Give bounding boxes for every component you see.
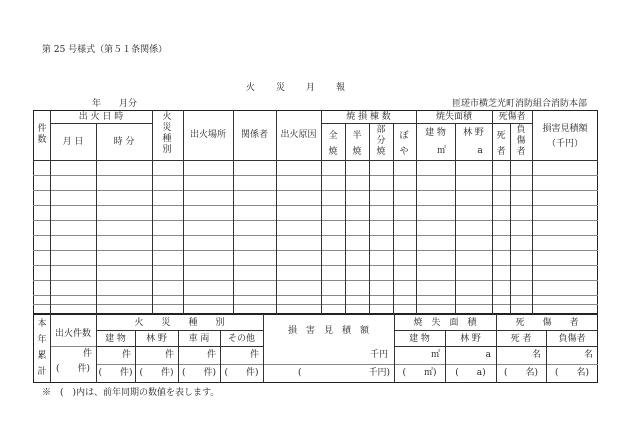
- col-line: [416, 110, 417, 314]
- header-location: 出火場所: [189, 130, 226, 140]
- header-deaths: 死者: [496, 131, 506, 157]
- header-full-burn: 全焼: [328, 131, 338, 157]
- cumulative-line: [96, 364, 598, 365]
- table-row-line: [33, 220, 598, 221]
- cumulative-area-building-unit: ㎡: [430, 350, 440, 360]
- cumulative-fire-count-unit: 件: [82, 349, 92, 359]
- cumulative-injured-unit: 名: [583, 350, 593, 360]
- monthly-subheader-line-right: [321, 123, 532, 124]
- header-damage-unit: （千円）: [546, 139, 583, 149]
- table-row-line: [33, 295, 598, 296]
- cumulative-row-label: 本年累計: [37, 319, 47, 377]
- col-line: [276, 110, 277, 314]
- report-period: 年 月分: [92, 99, 138, 109]
- fire-type-other-prev: ( 件): [224, 368, 259, 378]
- fire-type-forest-prev: ( 件): [139, 368, 174, 378]
- cumulative-area-building-prev: ( ㎡): [402, 368, 437, 378]
- fire-type-vehicle-unit: 件: [206, 350, 216, 360]
- col-line: [321, 110, 322, 314]
- form-number: 第 25 号様式（第５１条関係）: [42, 45, 168, 55]
- table-row-line: [33, 304, 598, 305]
- header-small-burn: ぼや: [399, 131, 409, 157]
- monthly-header-bottom: [33, 160, 598, 161]
- fire-type-building-unit: 件: [121, 350, 131, 360]
- header-damage-estimate: 損害見積額: [542, 124, 588, 134]
- header-area-forest-unit: a: [477, 146, 483, 156]
- fire-type-other: その他: [227, 334, 255, 344]
- header-burned-area: 焼失面積: [435, 112, 472, 122]
- col-line: [345, 123, 346, 314]
- header-area-forest: 林 野: [463, 128, 484, 138]
- report-title: 火 災 月 報: [246, 83, 347, 93]
- cumulative-damage-prev-close: 千円): [368, 368, 390, 378]
- header-count: 件数: [37, 124, 47, 145]
- header-burned-buildings: 焼 損 棟 数: [346, 112, 391, 122]
- header-related-person: 関係者: [240, 130, 268, 140]
- header-area-building-unit: ㎡: [436, 146, 446, 156]
- fire-type-vehicle-prev: ( 件): [181, 368, 217, 378]
- fire-type-other-unit: 件: [249, 350, 259, 360]
- cumulative-deaths: 死 者: [510, 334, 532, 344]
- header-outbreak-datetime: 出 火 日 時: [78, 112, 124, 122]
- cumulative-line: [50, 346, 96, 347]
- cumulative-casualty-header: 死 傷 者: [515, 318, 579, 328]
- header-half-burn: 半焼: [352, 131, 362, 157]
- organization-name: 匝瑳市横芝光町消防組合消防本部: [452, 99, 588, 109]
- header-partial-burn: 部分焼: [376, 125, 386, 157]
- header-casualties: 死傷者: [498, 112, 526, 122]
- cumulative-fire-count-label: 出火件数: [54, 329, 91, 339]
- cumulative-area-forest-prev: ( a): [455, 368, 486, 378]
- cumulative-damage-prev-open: (: [298, 368, 302, 378]
- col-line: [152, 110, 153, 314]
- cumulative-line: [96, 330, 263, 331]
- header-month-day: 月 日: [62, 137, 84, 147]
- cumulative-fire-type-header: 火 災 種 別: [134, 318, 225, 328]
- col-line: [369, 123, 370, 314]
- col-line: [393, 123, 394, 314]
- table-row-line: [33, 205, 598, 206]
- table-row-line: [33, 235, 598, 236]
- table-row-line: [33, 175, 598, 176]
- cumulative-area-forest: 林 野: [460, 334, 481, 344]
- cumulative-fire-count-prev: ( 件): [55, 364, 91, 374]
- fire-type-vehicle: 車 両: [188, 334, 210, 344]
- fire-type-forest-unit: 件: [164, 350, 174, 360]
- cumulative-damage-unit: 千円: [369, 350, 388, 360]
- header-hour-minute: 時 分: [113, 137, 135, 147]
- col-line: [233, 110, 234, 314]
- table-row-line: [33, 250, 598, 251]
- footnote: ※ ( )内は、前年同期の数値を表します。: [42, 388, 220, 398]
- col-line: [455, 123, 456, 314]
- cumulative-injured-prev: ( 名): [554, 368, 590, 378]
- cumulative-area-forest-unit: a: [485, 350, 491, 360]
- cumulative-area-header: 焼 失 面 積: [413, 318, 477, 328]
- col-line: [96, 123, 97, 314]
- header-area-building: 建 物: [425, 128, 446, 138]
- header-cause: 出火原因: [280, 130, 317, 140]
- fire-type-building-prev: ( 件): [98, 368, 133, 378]
- table-row-line: [33, 265, 598, 266]
- col-line: [183, 110, 184, 314]
- fire-type-building: 建 物: [105, 334, 126, 344]
- cumulative-line: [96, 346, 263, 347]
- monthly-subheader-line: [50, 123, 152, 124]
- table-row-line: [33, 190, 598, 191]
- table-row-line: [33, 280, 598, 281]
- col-line: [510, 123, 511, 314]
- header-fire-type: 火災種別: [162, 112, 172, 155]
- fire-type-forest: 林 野: [146, 334, 167, 344]
- header-injured: 負傷者: [516, 125, 526, 157]
- cumulative-injured: 負傷者: [558, 334, 586, 344]
- cumulative-deaths-prev: ( 名): [503, 368, 539, 378]
- cumulative-deaths-unit: 名: [531, 350, 541, 360]
- col-line: [492, 110, 493, 314]
- cumulative-damage-header: 損 害 見 積 額: [287, 326, 369, 336]
- cumulative-area-building: 建 物: [409, 334, 430, 344]
